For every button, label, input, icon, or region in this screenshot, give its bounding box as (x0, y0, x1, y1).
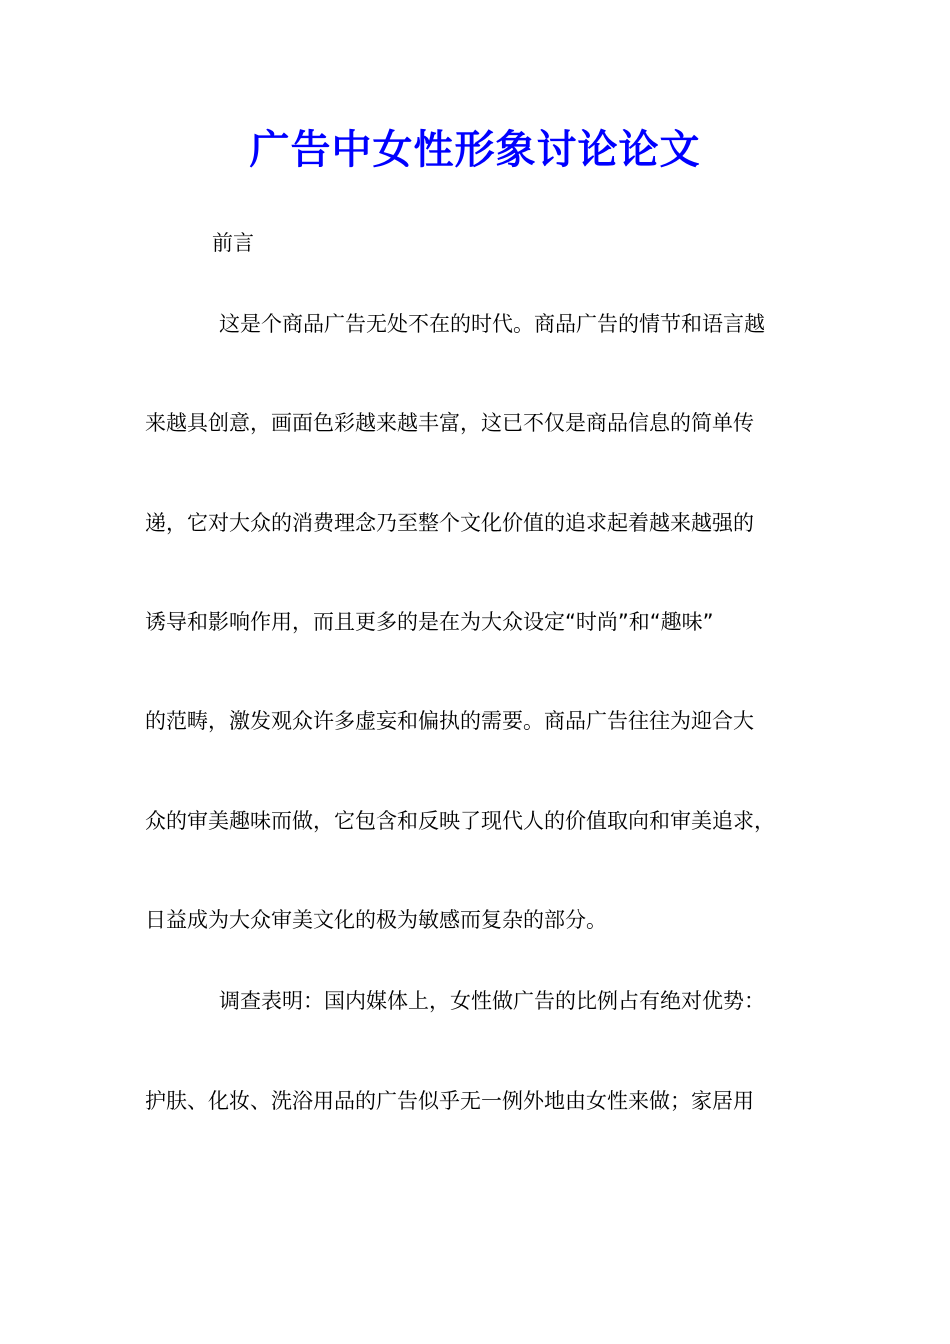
document-title: 广告中女性形象讨论论文 (249, 126, 701, 173)
paragraph-line: 调查表明：国内媒体上，女性做广告的比例占有绝对优势： (219, 989, 765, 1013)
paragraph-line: 诱导和影响作用，而且更多的是在为大众设定“时尚”和“趣味” (145, 610, 714, 634)
section-heading: 前言 (212, 231, 254, 255)
paragraph-line: 日益成为大众审美文化的极为敏感而复杂的部分。 (145, 908, 607, 932)
paragraph-line: 的范畴，激发观众许多虚妄和偏执的需要。商品广告往往为迎合大 (145, 709, 754, 733)
paragraph-line: 递，它对大众的消费理念乃至整个文化价值的追求起着越来越强的 (145, 511, 754, 535)
paragraph-line: 这是个商品广告无处不在的时代。商品广告的情节和语言越 (219, 312, 765, 336)
paragraph-line: 来越具创意，画面色彩越来越丰富，这已不仅是商品信息的简单传 (145, 411, 754, 435)
paragraph-line: 众的审美趣味而做，它包含和反映了现代人的价值取向和审美追求， (145, 809, 775, 833)
paragraph-line: 护肤、化妆、洗浴用品的广告似乎无一例外地由女性来做；家居用 (145, 1089, 754, 1113)
